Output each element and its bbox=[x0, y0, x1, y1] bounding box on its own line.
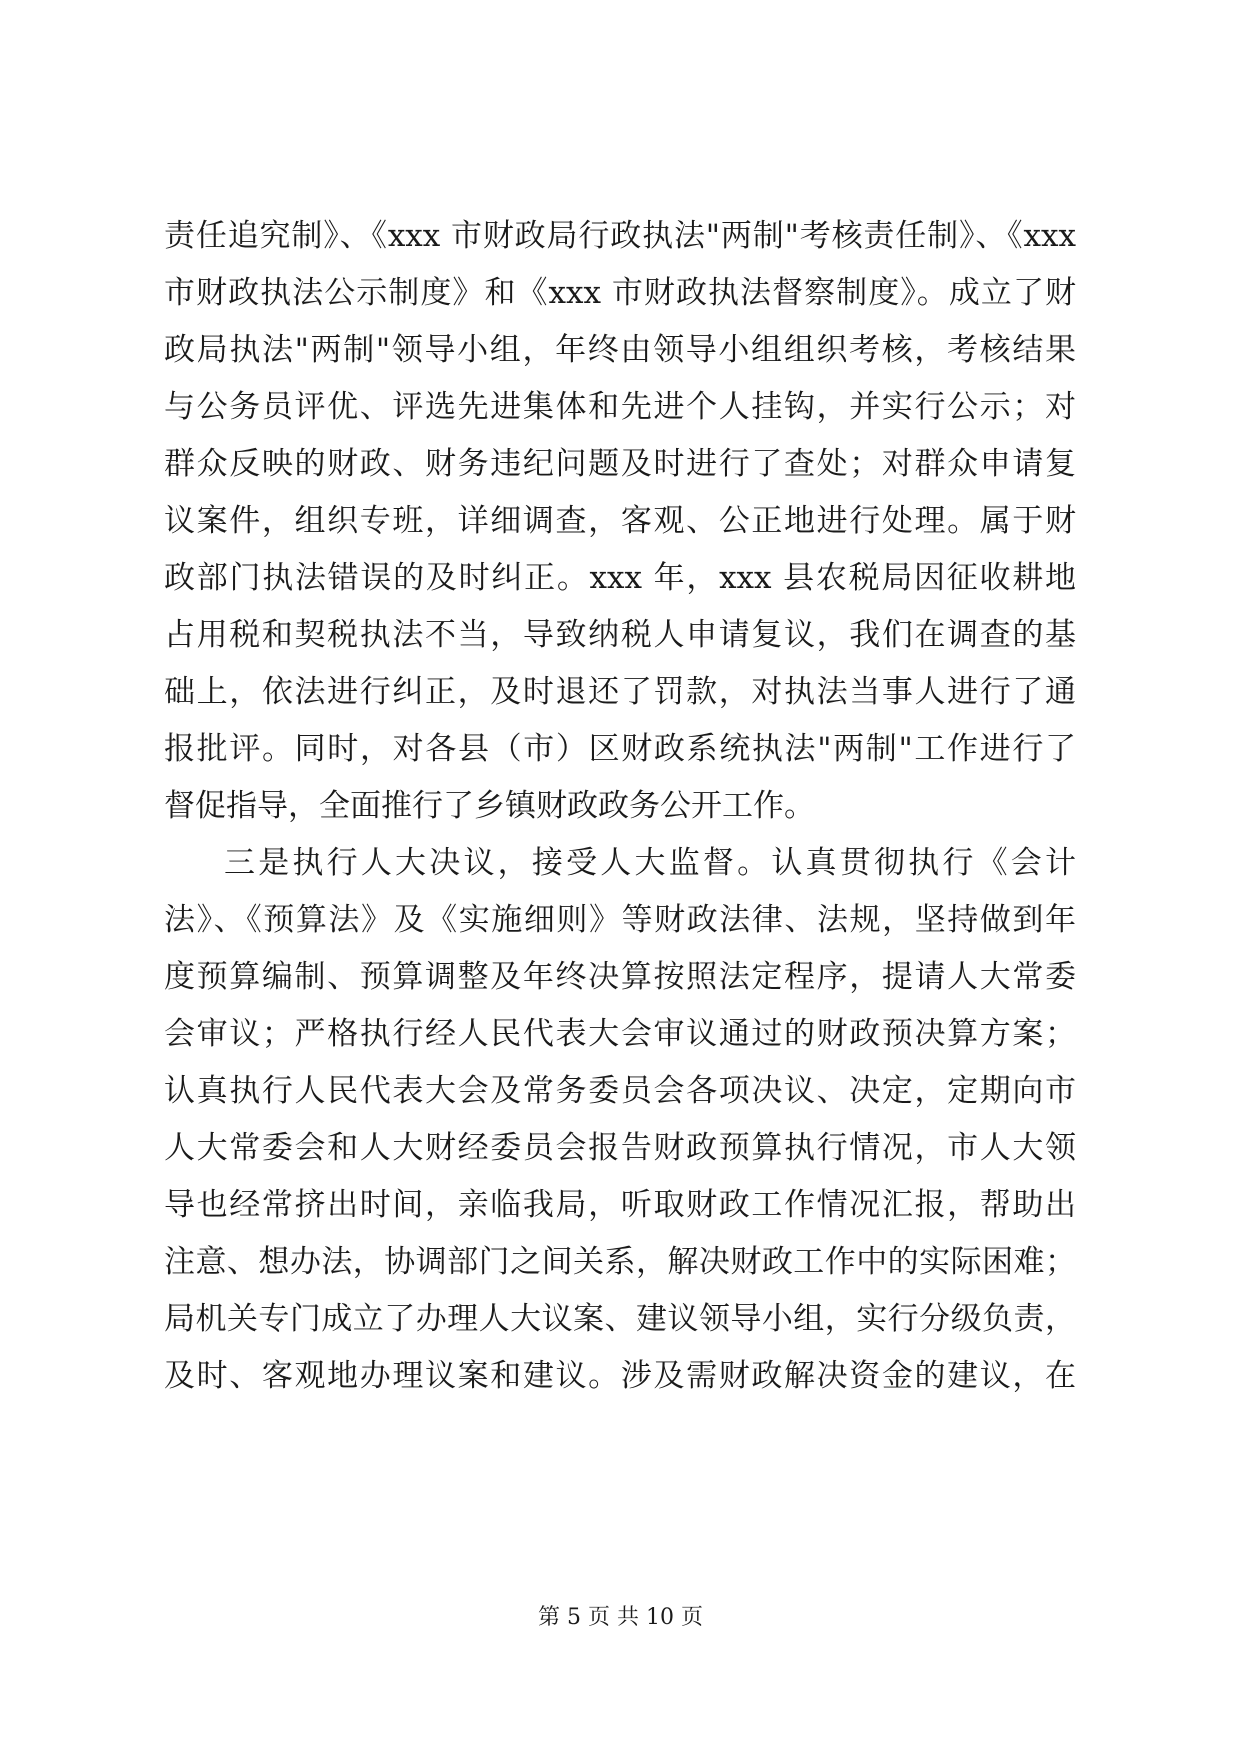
text-line: 局机关专门成立了办理人大议案、建议领导小组，实行分级负责， bbox=[164, 1301, 1076, 1337]
text-line: 议案件，组织专班，详细调查，客观、公正地进行处理。属于财 bbox=[164, 503, 1076, 539]
text-line: 督促指导，全面推行了乡镇财政政务公开工作。 bbox=[164, 788, 815, 824]
text-line: 注意、想办法，协调部门之间关系，解决财政工作中的实际困难； bbox=[164, 1244, 1076, 1280]
text-line: 与公务员评优、评选先进集体和先进个人挂钩，并实行公示；对 bbox=[164, 389, 1076, 425]
text-line: 报批评。同时，对各县（市）区财政系统执法"两制"工作进行了 bbox=[164, 731, 1076, 767]
text-line: 法》、《预算法》及《实施细则》等财政法律、法规，坚持做到年 bbox=[164, 902, 1076, 938]
text-line: 三是执行人大决议，接受人大监督。认真贯彻执行《会计 bbox=[224, 845, 1076, 881]
text-line: 群众反映的财政、财务违纪问题及时进行了查处；对群众申请复 bbox=[164, 446, 1076, 482]
page-number-footer: 第 5 页 共 10 页 bbox=[538, 1605, 703, 1630]
text-line: 责任追究制》、《xxx 市财政局行政执法"两制"考核责任制》、《xxx bbox=[164, 218, 1076, 254]
text-line: 市财政执法公示制度》和《xxx 市财政执法督察制度》。成立了财 bbox=[164, 275, 1076, 311]
text-line: 导也经常挤出时间，亲临我局，听取财政工作情况汇报，帮助出 bbox=[164, 1187, 1076, 1223]
text-line: 会审议；严格执行经人民代表大会审议通过的财政预决算方案； bbox=[164, 1016, 1076, 1052]
text-line: 础上，依法进行纠正，及时退还了罚款，对执法当事人进行了通 bbox=[164, 674, 1076, 710]
text-line: 政局执法"两制"领导小组，年终由领导小组组织考核，考核结果 bbox=[164, 332, 1076, 368]
text-line: 及时、客观地办理议案和建议。涉及需财政解决资金的建议，在 bbox=[164, 1358, 1076, 1394]
text-line: 认真执行人民代表大会及常务委员会各项决议、决定，定期向市 bbox=[164, 1073, 1076, 1109]
text-line: 政部门执法错误的及时纠正。xxx 年，xxx 县农税局因征收耕地 bbox=[164, 560, 1076, 596]
text-line: 占用税和契税执法不当，导致纳税人申请复议，我们在调查的基 bbox=[164, 617, 1076, 653]
text-line: 人大常委会和人大财经委员会报告财政预算执行情况，市人大领 bbox=[164, 1130, 1076, 1166]
text-line: 度预算编制、预算调整及年终决算按照法定程序，提请人大常委 bbox=[164, 959, 1076, 995]
